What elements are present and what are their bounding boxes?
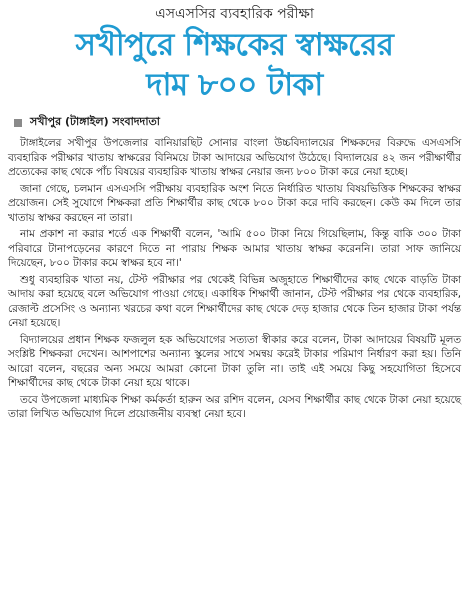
headline-line-2: দাম ৮০০ টাকা [146, 67, 323, 103]
paragraph: নাম প্রকাশ না করার শর্তে এক শিক্ষার্থী বলেন, 'আমি ৫০০ টাকা নিয়ে গিয়েছিলাম, কিন্তু বাকি ৩০০ টাকা পরিবারে টানাপড়েনের কারণে দিতে না পারায় শিক্ষক আমার খাতায় স্বাক্ষর করেননি। তারা সাফ জানিয়ে দিয়েছেন, ৮০০ টাকার কমে স্বাক্ষর হবে না।' [8, 228, 461, 269]
article-body [8, 136, 461, 422]
byline [14, 113, 461, 132]
kicker-text: এসএসসির ব্যবহারিক পরীক্ষা [155, 6, 314, 22]
paragraph: টাঙ্গাইলের সখীপুর উপজেলার বানিয়ারছিট সোনার বাংলা উচ্চবিদ্যালয়ের শিক্ষকদের বিরুদ্ধে এসএসসি ব্যবহারিক পরীক্ষার খাতায় স্বাক্ষরের বিনিময়ে টাকা আদায়ের অভিযোগ উঠেছে। বিদ্যালয়ের ৪২ জন পরীক্ষার্থীর প্রত্যেকের কাছ থেকে পাঁচ বিষয়ের ব্যবহারিক খাতায় স্বাক্ষর নেয়ার জন্য ৮০০ টাকা করে নেয়া হচ্ছে। [8, 137, 461, 178]
headline-line-1: সখীপুরে শিক্ষকের স্বাক্ষরের [75, 27, 394, 63]
paragraph: জানা গেছে, চলমান এসএসসি পরীক্ষায় ব্যবহারিক অংশ নিতে নির্ধারিত খাতায় বিষয়ভিত্তিক শিক্ষকের স্বাক্ষর প্রয়োজন। সেই সুযোগে শিক্ষকরা প্রতি শিক্ষার্থীর কাছ থেকে ৮০০ টাকা করে দাবি করছেন। কেউ কম দিলে তার খাতায় স্বাক্ষর করছেন না তারা। [8, 182, 461, 224]
bullet-square-icon [14, 119, 22, 127]
paragraph: তবে উপজেলা মাধ্যমিক শিক্ষা কর্মকর্তা হারুন অর রশিদ বলেন, যেসব শিক্ষার্থীর কাছ থেকে টাকা নেয়া হয়েছে তারা লিখিত অভিযোগ দিলে প্রয়োজনীয় ব্যবস্থা নেয়া হবে। [8, 393, 461, 420]
paragraph: শুধু ব্যবহারিক খাতা নয়, টেস্ট পরীক্ষার পর থেকেই বিভিন্ন অজুহাতে শিক্ষার্থীদের কাছ থেকে বাড়তি টাকা আদায় করা হয়েছে বলে অভিযোগ পাওয়া গেছে। একাধিক শিক্ষার্থী জানান, টেস্ট পরীক্ষার পর থেকে ব্যবহারিক, রেজাল্ট প্রসেসিং ও অন্যান্য খরচের কথা বলে শিক্ষার্থীদের কাছ থেকে দেড় হাজার থেকে তিন হাজার টাকা পর্যন্ত নেয়া হয়েছে। [8, 273, 461, 329]
paragraph: বিদ্যালয়ের প্রধান শিক্ষক ফজলুল হক অভিযোগের সত্যতা স্বীকার করে বলেন, টাকা আদায়ের বিষয়টি মূলত সংশ্লিষ্ট শিক্ষকরা দেখেন। আশপাশের অন্যান্য স্কুলের সাথে সমন্বয় করেই টাকার পরিমাণ নির্ধারণ করা হয়। তিনি আরো বলেন, বছরের অন্য সময়ে আমরা কোনো টাকা তুলি না। তাই এই সময়ে কিছু সহযোগিতা হিসেবে শিক্ষার্থীদের কাছ থেকে টাকা নেয়া হয়ে থাকে। [8, 333, 461, 389]
byline-text: সখীপুর (টাঙ্গাইল) সংবাদদাতা [30, 115, 160, 128]
headline [8, 25, 461, 105]
